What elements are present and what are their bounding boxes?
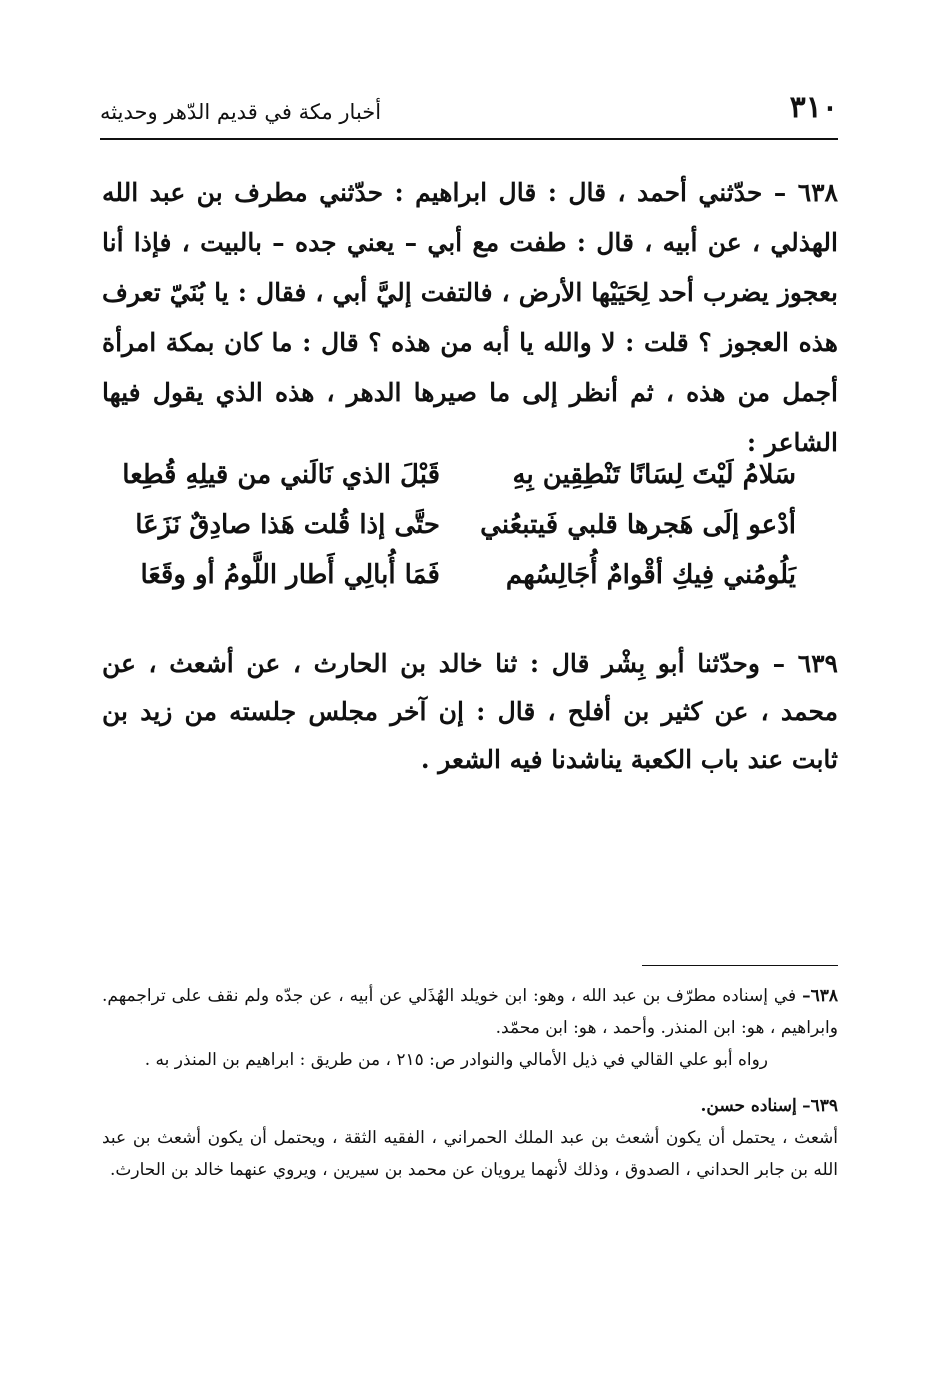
footnote-number: ٦٣٨– — [802, 986, 838, 1006]
footnote-text: في إسناده مطرّف بن عبد الله ، وهو: ابن خويلد الهُذَلي عن أبيه ، عن جدّه ولم نقف على تراجمهم. وابراهيم ، هو: ابن المنذر. وأحمد ، هو: ابن محمّد. — [102, 986, 838, 1038]
poem — [120, 450, 796, 600]
running-title: أخبار مكة في قديم الدّهر وحديثه — [100, 100, 382, 124]
footnote-638 — [102, 980, 838, 1044]
verse-first-hemistich: يَلُومُني فِيكِ أقْوامٌ أُجَالِسُهم — [505, 560, 796, 590]
verse-second-hemistich: فَمَا أُبالِي أَطار اللَّومُ أو وقَعَا — [140, 560, 440, 590]
poem-verse — [120, 450, 796, 500]
footnote-grade: إسناده حسن. — [700, 1096, 797, 1116]
verse-first-hemistich: سَلامُ لَيْتَ لِسَانًا تَنْطِقِين بِهِ — [512, 460, 796, 490]
footnote-638-source: رواه أبو علي القالي في ذيل الأمالي والنوادر ص: ٢١٥ ، من طريق : ابراهيم بن المنذر به . — [144, 1050, 768, 1070]
page-number: ٣١٠ — [789, 90, 838, 125]
verse-first-hemistich: أدْعو إلَى هَجرها قلبي فَيتبعُني — [480, 510, 796, 540]
poem-verse — [120, 500, 796, 550]
main-text-638 — [102, 168, 838, 468]
footnote-639-text: أشعث ، يحتمل أن يكون أشعث بن عبد الملك الحمراني ، الفقيه الثقة ، ويحتمل أن يكون أشعث بن عبد الله بن جابر الحداني ، الصدوق ، وذلك لأنهما يرويان عن محمد بن سيرين ، ويروي عنهما خالد بن الحارث. — [102, 1128, 838, 1180]
verse-second-hemistich: حتَّى إذا قُلت هَذا صادِقٌ نَزَعَا — [135, 510, 440, 540]
footnotes — [102, 980, 838, 1186]
verse-second-hemistich: قَبْلَ الذي نَالَني من قيلِهِ قُطِعا — [122, 460, 440, 490]
poem-verse — [120, 550, 796, 600]
paragraph-639: ٦٣٩ – وحدّثنا أبو بِشْر قال : ثنا خالد بن الحارث ، عن أشعث ، عن محمد ، عن كثير بن أفلح ، قال : إن آخر مجلس جلسته من زيد بن ثابت عند باب الكعبة يناشدنا فيه الشعر . — [102, 649, 838, 774]
footnote-639 — [102, 1090, 838, 1122]
page-header — [100, 88, 838, 140]
footnote-separator — [642, 965, 838, 966]
main-text-639 — [102, 640, 838, 784]
paragraph-638: ٦٣٨ – حدّثني أحمد ، قال : قال ابراهيم : حدّثني مطرف بن عبد الله الهذلي ، عن أبيه ، قال : طفت مع أبي – يعني جده – بالبيت ، فإذا أنا بعجوز يضرب أحد لِحَيَيْها الأرض ، فالتفت إليَّ أبي ، فقال : يا بُنَيّ تعرف هذه العجوز ؟ قلت : لا والله يا أبه من هذه ؟ قال : ما كان بمكة امرأة أجمل من هذه ، ثم أنظر إلى ما صيرها الدهر ، هذه الذي يقول فيها الشاعر : — [102, 178, 838, 457]
footnote-number: ٦٣٩– — [802, 1096, 838, 1116]
